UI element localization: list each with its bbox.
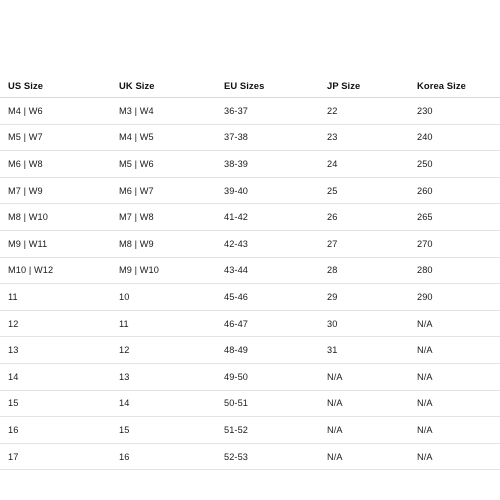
cell-uk-size: 14 [119, 398, 130, 409]
cell-us-size: M5 | W7 [8, 132, 43, 143]
cell-jp-size: N/A [327, 371, 343, 382]
size-chart-table [0, 73, 500, 470]
cell-uk-size: 15 [119, 424, 130, 435]
cell-uk-size: 11 [119, 318, 129, 329]
cell-korea-size: 280 [417, 265, 433, 276]
cell-us-size: M9 | W11 [8, 238, 48, 249]
cell-korea-size: 290 [417, 291, 433, 302]
cell-korea-size: N/A [417, 398, 433, 409]
table-row [0, 151, 500, 178]
cell-korea-size: N/A [417, 371, 433, 382]
table-row [0, 364, 500, 391]
cell-uk-size: M7 | W8 [119, 212, 154, 223]
cell-jp-size: 22 [327, 105, 338, 116]
cell-uk-size: M6 | W7 [119, 185, 154, 196]
cell-korea-size: 265 [417, 212, 433, 223]
table-row [0, 231, 500, 258]
cell-eu-size: 51-52 [224, 424, 248, 435]
cell-us-size: 16 [8, 424, 19, 435]
cell-us-size: 17 [8, 451, 19, 462]
header-eu-sizes: EU Sizes [224, 79, 265, 91]
cell-jp-size: 26 [327, 212, 338, 223]
cell-jp-size: 31 [327, 345, 338, 356]
table-row [0, 258, 500, 285]
cell-jp-size: N/A [327, 398, 343, 409]
table-row [0, 204, 500, 231]
cell-us-size: 15 [8, 398, 19, 409]
cell-korea-size: 250 [417, 158, 433, 169]
table-row [0, 417, 500, 444]
table-header-row [0, 73, 500, 98]
cell-uk-size: M9 | W10 [119, 265, 159, 276]
cell-jp-size: 27 [327, 238, 338, 249]
cell-korea-size: N/A [417, 451, 433, 462]
cell-eu-size: 52-53 [224, 451, 248, 462]
cell-eu-size: 45-46 [224, 291, 248, 302]
cell-korea-size: 230 [417, 105, 433, 116]
cell-eu-size: 46-47 [224, 318, 248, 329]
cell-uk-size: M8 | W9 [119, 238, 154, 249]
cell-uk-size: M5 | W6 [119, 158, 154, 169]
cell-jp-size: 24 [327, 158, 338, 169]
cell-jp-size: 30 [327, 318, 338, 329]
table-row [0, 311, 500, 338]
cell-uk-size: 13 [119, 371, 130, 382]
cell-jp-size: 25 [327, 185, 338, 196]
header-us-size: US Size [8, 79, 44, 91]
table-row [0, 178, 500, 205]
cell-eu-size: 38-39 [224, 158, 248, 169]
cell-us-size: 13 [8, 345, 19, 356]
cell-us-size: M6 | W8 [8, 158, 43, 169]
cell-eu-size: 50-51 [224, 398, 248, 409]
cell-us-size: 12 [8, 318, 19, 329]
cell-us-size: M4 | W6 [8, 105, 43, 116]
cell-jp-size: N/A [327, 451, 343, 462]
cell-eu-size: 49-50 [224, 371, 248, 382]
cell-uk-size: 12 [119, 345, 130, 356]
table-row [0, 337, 500, 364]
table-body [0, 98, 500, 470]
cell-eu-size: 39-40 [224, 185, 248, 196]
cell-jp-size: 23 [327, 132, 338, 143]
cell-jp-size: 29 [327, 291, 338, 302]
cell-uk-size: M4 | W5 [119, 132, 154, 143]
cell-korea-size: N/A [417, 345, 433, 356]
cell-korea-size: N/A [417, 424, 433, 435]
cell-us-size: M7 | W9 [8, 185, 43, 196]
cell-eu-size: 36-37 [224, 105, 248, 116]
cell-korea-size: N/A [417, 318, 433, 329]
header-jp-size: JP Size [327, 79, 361, 91]
cell-eu-size: 41-42 [224, 212, 248, 223]
cell-korea-size: 240 [417, 132, 433, 143]
cell-eu-size: 43-44 [224, 265, 248, 276]
table-row [0, 391, 500, 418]
cell-uk-size: M3 | W4 [119, 105, 154, 116]
table-row [0, 125, 500, 152]
cell-us-size: 11 [8, 291, 18, 302]
table-row [0, 284, 500, 311]
cell-jp-size: N/A [327, 424, 343, 435]
cell-uk-size: 10 [119, 291, 130, 302]
cell-us-size: M8 | W10 [8, 212, 48, 223]
cell-us-size: M10 | W12 [8, 265, 54, 276]
cell-eu-size: 37-38 [224, 132, 248, 143]
table-row [0, 98, 500, 125]
cell-korea-size: 260 [417, 185, 433, 196]
table-row [0, 444, 500, 471]
cell-us-size: 14 [8, 371, 19, 382]
cell-uk-size: 16 [119, 451, 130, 462]
cell-eu-size: 48-49 [224, 345, 248, 356]
cell-korea-size: 270 [417, 238, 433, 249]
cell-eu-size: 42-43 [224, 238, 248, 249]
header-korea-size: Korea Size [417, 79, 466, 91]
header-uk-size: UK Size [119, 79, 155, 91]
cell-jp-size: 28 [327, 265, 338, 276]
